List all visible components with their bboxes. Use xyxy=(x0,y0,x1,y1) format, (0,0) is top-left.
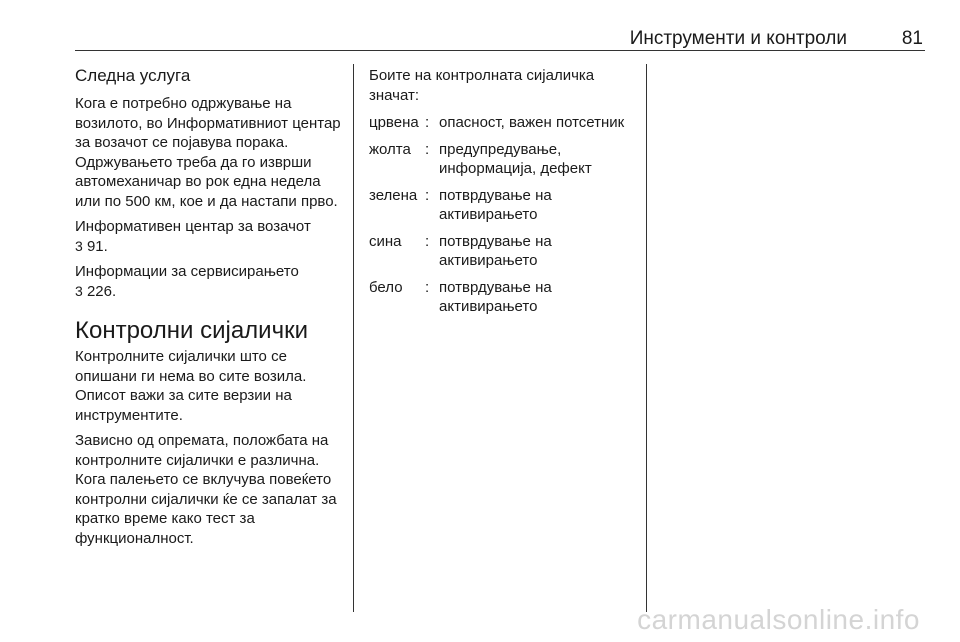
table-row xyxy=(369,278,629,324)
table-row xyxy=(369,186,629,232)
color-name: жолта xyxy=(369,141,411,158)
table-row xyxy=(369,140,629,186)
separator: : xyxy=(425,114,430,131)
watermark: carmanualsonline.info xyxy=(637,604,920,635)
column-divider xyxy=(646,64,647,612)
color-meaning: потврдување на активирањето xyxy=(439,187,552,223)
separator: : xyxy=(425,187,430,204)
header-title: Инструменти и контроли xyxy=(629,28,847,49)
paragraph-service-message: Кога е потребно одржување на возилото, во Информативниот центар за возачот се појавува порака. Одржувањето треба да го изврши автомеханичар во рок една недела или по 500 км, кое и да настапи прво. xyxy=(75,95,341,210)
page-header xyxy=(75,28,925,51)
left-column xyxy=(75,66,347,554)
paragraph-service-info-ref xyxy=(75,262,347,301)
color-name: зелена xyxy=(369,187,418,204)
color-name: црвена xyxy=(369,114,419,131)
section-title-next-service: Следна услуга xyxy=(75,66,191,85)
paragraph-lights-position: Зависно од опремата, положбата на контролните сијалички е различна. Кога палењето се вклучува повеќето контролни сијалички ќе се запалат за кратко време како тест за функционалност. xyxy=(75,432,337,547)
ref-text: Информации за сервисирањето xyxy=(75,263,299,280)
color-meaning: потврдување на активирањето xyxy=(439,233,552,269)
ref-text: Информативен центар за возачот xyxy=(75,218,311,235)
section-title-control-lights: Контролни сијалички xyxy=(75,317,308,344)
color-name: сина xyxy=(369,233,402,250)
page-number: 81 xyxy=(901,28,923,49)
color-meaning: потврдување на активирањето xyxy=(439,279,552,315)
color-meaning: опасност, важен потсетник xyxy=(439,114,625,131)
separator: : xyxy=(425,233,430,250)
paragraph-lights-description: Контролните сијалички што се опишани ги нема во сите возила. Описот важи за сите верзии на инструментите. xyxy=(75,348,307,424)
table-row xyxy=(369,113,629,140)
light-colors-table xyxy=(369,113,629,324)
paragraph-colors-intro: Боите на контролната сијаличка значат: xyxy=(369,67,595,104)
middle-column xyxy=(369,66,639,324)
separator: : xyxy=(425,279,430,296)
ref-arrow-icon: 3 xyxy=(75,282,83,299)
table-row xyxy=(369,232,629,278)
separator: : xyxy=(425,141,430,158)
ref-page-link[interactable]: 91. xyxy=(86,237,108,255)
paragraph-driver-info-ref xyxy=(75,217,347,256)
ref-page-link[interactable]: 226. xyxy=(86,282,117,300)
color-meaning: предупредување, информација, дефект xyxy=(439,141,592,177)
color-name: бело xyxy=(369,279,403,296)
ref-arrow-icon: 3 xyxy=(75,237,83,254)
column-divider xyxy=(353,64,354,612)
